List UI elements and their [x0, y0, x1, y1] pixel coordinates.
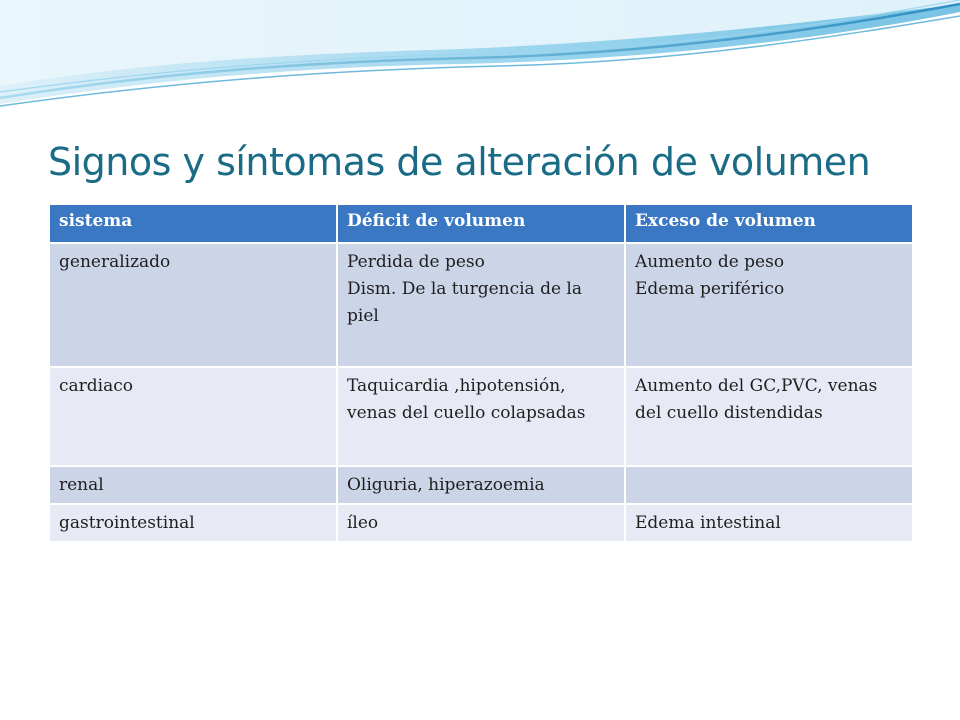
- table-row: [49, 243, 913, 367]
- table-header-row: [49, 204, 913, 243]
- cell-line: Aumento de peso: [635, 252, 785, 272]
- cell-deficit: [337, 466, 625, 504]
- cell-exceso: [625, 243, 913, 367]
- table-row: [49, 367, 913, 466]
- cell-exceso: [625, 504, 913, 542]
- column-header-exceso: Exceso de volumen: [625, 204, 913, 243]
- cell-sistema: cardiaco: [49, 367, 337, 466]
- cell-deficit: [337, 504, 625, 542]
- column-header-sistema: sistema: [49, 204, 337, 243]
- cell-exceso: [625, 466, 913, 504]
- page-title: Signos y síntomas de alteración de volumen: [48, 140, 871, 184]
- cell-line: Edema intestinal: [635, 513, 781, 533]
- table-row: [49, 504, 913, 542]
- decorative-wave-banner: [0, 0, 960, 110]
- cell-deficit: [337, 243, 625, 367]
- cell-line: Oliguria, hiperazoemia: [347, 475, 545, 495]
- column-header-deficit: Déficit de volumen: [337, 204, 625, 243]
- cell-line: Edema periférico: [635, 279, 785, 299]
- cell-line: Aumento del GC,PVC, venas del cuello distendidas: [635, 376, 878, 423]
- table-row: [49, 466, 913, 504]
- cell-sistema: renal: [49, 466, 337, 504]
- cell-deficit: [337, 367, 625, 466]
- cell-exceso: [625, 367, 913, 466]
- cell-line: íleo: [347, 513, 379, 533]
- cell-line: Taquicardia ,hipotensión, venas del cuello colapsadas: [347, 376, 586, 423]
- cell-line: Perdida de peso: [347, 252, 485, 272]
- volume-alteration-table: [48, 203, 914, 543]
- cell-sistema: gastrointestinal: [49, 504, 337, 542]
- cell-line: Dism. De la turgencia de la piel: [347, 279, 583, 326]
- cell-sistema: generalizado: [49, 243, 337, 367]
